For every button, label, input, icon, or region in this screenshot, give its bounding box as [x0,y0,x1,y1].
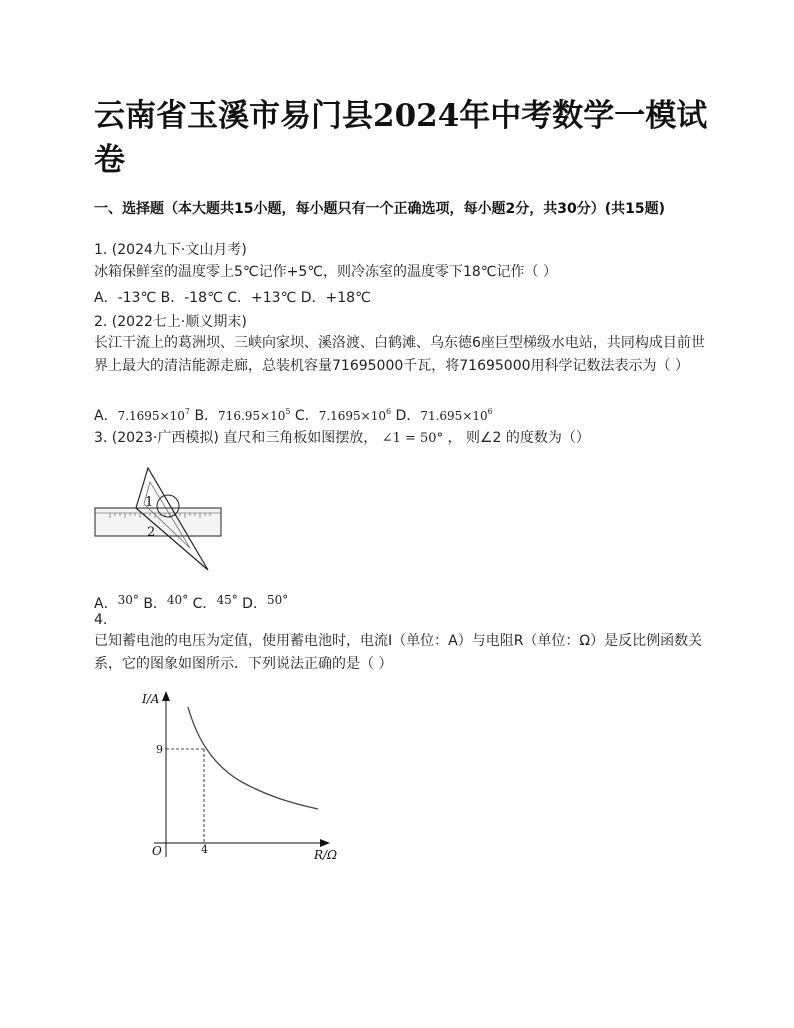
q1-text: 冰箱保鲜室的温度零上5℃记作+5℃，则冷冻室的温度零下18℃记作（ ） [94,264,557,280]
origin-label: O [152,844,162,858]
q3-ruler-triangle-figure [90,460,230,578]
q3-option-d-letter: D． [242,596,267,612]
q2-option-d-base: 71.695×10 [420,409,488,423]
q2-source: 2. (2022七上·顺义期末) [94,314,247,330]
q2-option-c-exp: 6 [386,407,392,416]
q4-number: 4. [94,612,108,628]
q1-options: A．-13℃ B．-18℃ C．+13℃ D．+18℃ [94,290,371,306]
q2-option-b-base: 716.95×10 [218,409,286,423]
q3-option-b-value: 40° [166,593,189,607]
inverse-curve [188,707,318,809]
x-axis-arrow [320,839,330,847]
q3-option-a-value: 30° [117,593,139,607]
section-heading: 一、选择题（本大题共15小题，每小题只有一个正确选项，每小题2分，共30分）(共15题) [94,201,665,217]
q3-stem [94,428,590,449]
angle-label-2: 2 [147,525,156,540]
q3-option-d-value: 50° [266,593,289,607]
y-axis-label: I/A [142,692,160,706]
q3-option-a-letter: A． [94,596,118,612]
q2-option-a-letter: A． [94,408,118,424]
q3-option-c-value: 45° [216,593,238,607]
q1-source: 1. (2024九下·文山月考) [94,242,247,258]
q2-option-c-letter: C． [294,408,319,424]
q2-option-c-base: 7.1695×10 [318,409,386,423]
q2-option-b-exp: 5 [285,407,291,416]
q2-option-a-exp: 7 [184,407,190,416]
q2-option-d-letter: D． [395,408,421,424]
q4-inverse-function-graph [130,685,350,865]
q3-angle-given: ∠1 = 50° [381,431,444,446]
page-title-line-1: 云南省玉溪市易门县2024年中考数学一模试 [94,98,708,134]
y-axis-arrow [162,691,170,701]
q2-text: 长江干流上的葛洲坝、三峡向家坝、溪洛渡、白鹤滩、乌东德6座巨型梯级水电站，共同构成目前世界上最大的清洁能源走廊，总装机容量71695000千瓦，将71695000用科学记数法表示为（ ） [94,335,705,374]
q2-option-a-base: 7.1695×10 [117,409,185,423]
ruler-shape [95,508,221,536]
y-tick-label: 9 [156,743,163,756]
q3-option-b-letter: B． [143,596,167,612]
q2-options [94,402,493,426]
q2-option-b-letter: B． [194,408,219,424]
q3-source-text: 3. (2023·广西模拟) 直尺和三角板如图摆放， [94,430,378,446]
page-title-line-2: 卷 [94,142,125,178]
angle-label-1: 1 [145,495,154,510]
q3-option-c-letter: C． [192,596,217,612]
q3-then-text: ， 则∠2 的度数为（） [447,430,590,446]
q4-text: 已知蓄电池的电压为定值，使用蓄电池时，电流I（单位：A）与电阻R（单位：Ω）是反比例函数关系，它的图象如图所示．下列说法正确的是（ ） [94,633,703,672]
x-tick-label: 4 [201,843,208,856]
q2-option-d-exp: 6 [487,407,493,416]
x-axis-label: R/Ω [314,848,338,862]
q3-options [94,590,288,614]
